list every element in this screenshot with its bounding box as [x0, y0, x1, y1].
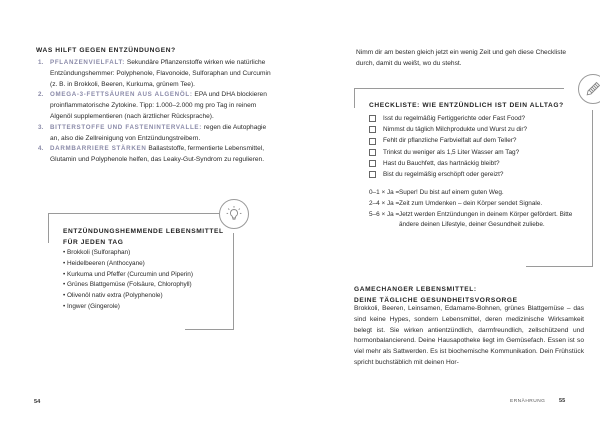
- item-label: DARMBARRIERE STÄRKEN: [50, 145, 147, 153]
- score-row: [369, 210, 579, 232]
- checklist-title: CHECKLISTE: WIE ENTZÜNDLICH IST DEIN ALLTAG?: [369, 102, 564, 109]
- item-number: 1.: [38, 59, 44, 66]
- box-rule: [233, 233, 234, 330]
- score-row: [369, 199, 579, 210]
- checkbox[interactable]: [369, 115, 376, 122]
- checkbox[interactable]: [369, 138, 376, 145]
- checklist: [369, 113, 527, 180]
- item-label: PFLANZENVIELFALT:: [50, 59, 126, 66]
- list-item: [36, 90, 276, 122]
- list-item: [36, 123, 276, 145]
- box-rule: [354, 88, 564, 89]
- item-number: 4.: [38, 145, 44, 153]
- list-item: • Grünes Blattgemüse (Folsäure, Chlorophyll): [63, 281, 192, 289]
- item-number: 3.: [38, 123, 44, 131]
- page-number: 54: [34, 399, 41, 405]
- heading-line: GAMECHANGER LEBENSMITTEL:: [354, 286, 477, 293]
- checkbox[interactable]: [369, 149, 376, 156]
- box-rule: [526, 266, 592, 267]
- checklist-item-text: Trinkst du weniger als 1,5 Liter Wasser am Tag?: [383, 148, 520, 156]
- list-item: [36, 144, 276, 166]
- heading-line: DEINE TÄGLICHE GESUNDHEITSVORSORGE: [354, 297, 518, 304]
- item-number: 2.: [38, 91, 44, 99]
- checkbox[interactable]: [369, 126, 376, 133]
- right-page: [300, 0, 600, 425]
- score-text: Jetzt werden Entzündungen in deinem Körper gefördert. Bitte ändere deinen Lifestyle, deiner Gesundheit zuliebe.: [399, 210, 573, 229]
- item-label: BITTERSTOFFE UND FASTENINTERVALLE:: [50, 123, 203, 131]
- pencil-icon: [578, 74, 600, 104]
- checklist-box: [354, 88, 573, 268]
- score-legend: [369, 188, 579, 231]
- score-text: Super! Du bist auf einem guten Weg.: [399, 189, 504, 196]
- item-text: Sekundäre Pflanzenstoffe wirken wie natürliche Entzündungshemmer: Polyphenole, Flavonoide, Sulforaphan und Curcumin (z. B. in Brokkoli, Beeren, Kurkuma, grünem Tee).: [50, 59, 271, 88]
- checklist-item[interactable]: [369, 113, 527, 124]
- gamechanger-heading: [354, 284, 518, 306]
- box-title-line: ENTZÜNDUNGSHEMMENDE LEBENSMITTEL: [63, 228, 224, 235]
- checklist-item[interactable]: [369, 158, 527, 169]
- list-item: [36, 58, 276, 90]
- checklist-item[interactable]: [369, 124, 527, 135]
- item-text: EPA und DHA blockieren proinflammatorische Zytokine. Tipp: 1.000–2.000 mg pro Tag in reinem Algenöl supplementieren (nach ärztlicher Rücksprache).: [50, 91, 267, 120]
- checklist-item-text: Nimmst du täglich Milchprodukte und Wurst zu dir?: [383, 126, 528, 134]
- score-range: 0–1 × Ja =: [369, 189, 400, 196]
- checklist-item-text: Hast du Bauchfett, das hartnäckig bleibt?: [383, 159, 500, 167]
- box-rule: [354, 88, 355, 108]
- box-title: [63, 226, 233, 248]
- foods-list: [63, 248, 193, 313]
- page-number: 55: [559, 398, 566, 404]
- item-text: regen die Autophagie an, also die Zellreinigung von Entzündungstreibern.: [50, 123, 267, 142]
- checklist-item-text: Fehlt dir pflanzliche Farbvielfalt auf dem Teller?: [383, 137, 517, 145]
- checklist-item[interactable]: [369, 135, 527, 146]
- running-footer: ERNÄHRUNG: [510, 399, 546, 404]
- list-item: • Heidelbeeren (Anthocyane): [63, 259, 145, 267]
- list-item: • Kurkuma und Pfeffer (Curcumin und Piperin): [63, 270, 193, 278]
- box-title-line: FÜR JEDEN TAG: [63, 239, 124, 246]
- list-item: • Olivenöl nativ extra (Polyphenole): [63, 292, 163, 300]
- list-item: • Brokkoli (Sulforaphan): [63, 249, 131, 256]
- box-rule: [592, 110, 593, 267]
- lightbulb-icon: [219, 199, 249, 229]
- box-rule: [48, 213, 49, 243]
- box-rule: [185, 329, 233, 330]
- box-rule: [48, 213, 233, 214]
- checklist-item-text: Bist du regelmäßig erschöpft oder gereizt?: [383, 171, 504, 179]
- foods-info-box: [48, 213, 224, 317]
- item-label: OMEGA-3-FETTSÄUREN AUS ALGENÖL:: [50, 91, 193, 99]
- list-item: • Ingwer (Gingerole): [63, 302, 120, 310]
- gamechanger-paragraph: Brokkoli, Beeren, Leinsamen, Edamame-Bohnen, grünes Blattgemüse – das sind keine Hypes, sondern Lebensmittel, deren medizinische Wirksamkeit belegt ist. Sie wirken antientzündlich, darmfreundlich, zellschützend und hormonbalancierend. Deine Hausapotheke liegt im Gemüsefach. Essen ist so viel mehr als Sattwerden. Es ist biochemische Kommunikation. Dein Frühstück spricht buchstäblich mit deinen Hor-: [354, 305, 584, 366]
- checkbox[interactable]: [369, 171, 376, 178]
- section-heading: WAS HILFT GEGEN ENTZÜNDUNGEN?: [36, 47, 176, 54]
- score-row: [369, 188, 579, 199]
- score-range: 5–6 × Ja =: [369, 210, 400, 218]
- intro-paragraph: Nimm dir am besten gleich jetzt ein wenig Zeit und geh diese Checkliste durch, damit du weißt, wo du stehst.: [356, 49, 567, 67]
- score-text: Zeit zum Umdenken – dein Körper sendet Signale.: [399, 199, 543, 207]
- score-range: 2–4 × Ja =: [369, 199, 400, 207]
- checklist-item[interactable]: [369, 147, 527, 158]
- checklist-item-text: Isst du regelmäßig Fertiggerichte oder Fast Food?: [383, 115, 526, 122]
- checkbox[interactable]: [369, 160, 376, 167]
- item-text: Ballaststoffe, fermentierte Lebensmittel, Glutamin und Polyphenole helfen, das Leaky-Gut-Syndrom zu regulieren.: [50, 145, 265, 164]
- checklist-item[interactable]: [369, 169, 527, 180]
- remedies-list: [36, 58, 276, 166]
